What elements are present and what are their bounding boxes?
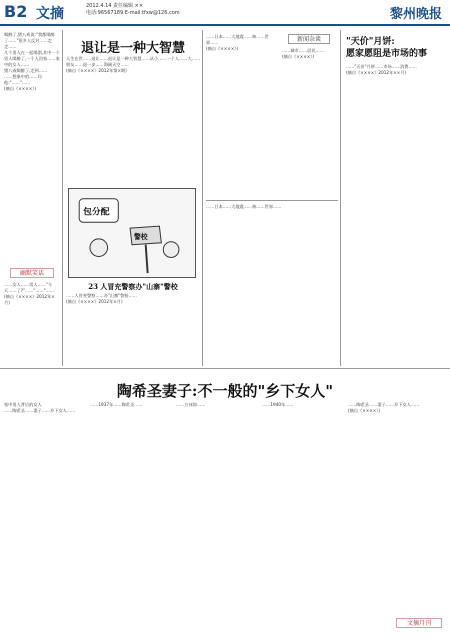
issue-date: 2012.4.14 [86, 3, 112, 9]
cartoon-body [66, 293, 200, 365]
col4-source: (摘自《××××》) [206, 46, 238, 51]
bag-label: 包分配 [83, 207, 110, 218]
col4-lower-body [206, 204, 338, 364]
cartoon-text: ……人冒充警察……办"山寨"警校…… [66, 293, 137, 298]
main-col4 [262, 402, 344, 632]
main-col1 [4, 402, 86, 632]
col4-news-text: ……城市……居民…… [282, 48, 324, 53]
laugh-box-head: 幽默笑话 [10, 268, 54, 278]
column-rule [340, 30, 341, 366]
email: E-mail:tfxw@126.com [124, 10, 180, 16]
main-text-1: ……陶希圣……妻子……乡下女人…… [4, 408, 76, 413]
col4-news-source: (摘自《××××》) [282, 54, 314, 59]
story1-body [66, 56, 200, 184]
cartoon-source: (摘自《××××》2012年×月) [66, 299, 123, 304]
laugh-source: (摘自《××××》2012年×月) [4, 294, 55, 305]
section-number: B2 [4, 2, 28, 21]
col4-article [206, 34, 276, 196]
main-text-4: ……1940年…… [262, 402, 294, 407]
main-text-2: ……1937年……陶希圣…… [90, 402, 143, 407]
main-source: (摘自《××××》) [348, 408, 380, 413]
col1-article [4, 32, 60, 252]
story1-text: 人生在世……退让……退让是一种大智慧……从小……一个人……大……朋友……退一步……海阔天空…… [66, 56, 200, 67]
section-divider [0, 368, 450, 369]
col1-item2: ……想象中的……问他:"……"…… [4, 74, 42, 85]
col1-item1: 猪八戒喝醉了,走到…… [4, 68, 48, 73]
col4-news-head: 新闻杂谈 [288, 34, 330, 44]
person-icon [163, 242, 179, 258]
footer-tag: 文摘月刊 [396, 618, 442, 628]
col1-source: (摘自《××××》) [4, 86, 36, 91]
laugh-text: ……女人……男人……"今天……了?"……"……"…… [4, 282, 54, 293]
col4-lower-text: ……日本……大地震……核……世界…… [206, 204, 282, 209]
cartoon-caption: 23 人冒充警察办"山寨"警校 [88, 282, 178, 291]
story1-title: 退让是一种大智慧 [80, 41, 185, 56]
person-icon [90, 239, 108, 257]
page-header [0, 0, 450, 26]
story2-title: "天价"月饼: 愿家愿阻是市场的事 [346, 37, 428, 59]
cartoon-illustration [68, 188, 196, 278]
main-text-5: ……陶希圣……妻子……乡下女人…… [348, 402, 420, 407]
col4-news-body [282, 48, 338, 196]
phone: 电话:96567189 [86, 10, 124, 16]
section-name: 文摘 [36, 6, 64, 22]
story2-text: ……"天价"月饼……市场……消费…… [346, 64, 417, 69]
story2-body [346, 64, 446, 364]
col1-body-text: 几个男人在一起喝酒,其中一个男人喝醉了,一个人回家……家中的女人…… [4, 50, 60, 67]
col1-top-text: 喝醉了,猪八戒说:"我都喝醉了……"很多人反对……走走…… [4, 32, 55, 49]
main-subhead: 家中男人背后的女人 [4, 402, 42, 407]
header-meta [86, 3, 180, 17]
main-title: 陶希圣妻子:不一般的"乡下女人" [116, 382, 334, 400]
signpost-label: 警校 [133, 232, 148, 241]
story1-source: (摘自《××××》2012年第×期) [66, 68, 127, 73]
col4-text: ……日本……大地震……核……世界…… [206, 34, 269, 45]
main-text-3: ……万冰如…… [176, 402, 206, 407]
editor: 责任编辑 ×× [113, 3, 144, 9]
main-col5 [348, 402, 446, 612]
masthead: 黎州晚报 [389, 7, 442, 22]
column-rule [62, 30, 63, 366]
main-col2 [90, 402, 172, 632]
column-rule [202, 30, 203, 366]
story2-source: (摘自《××××》2012年××月) [346, 70, 407, 75]
signpost-pole [146, 245, 148, 273]
main-col3 [176, 402, 258, 632]
divider [206, 200, 338, 201]
